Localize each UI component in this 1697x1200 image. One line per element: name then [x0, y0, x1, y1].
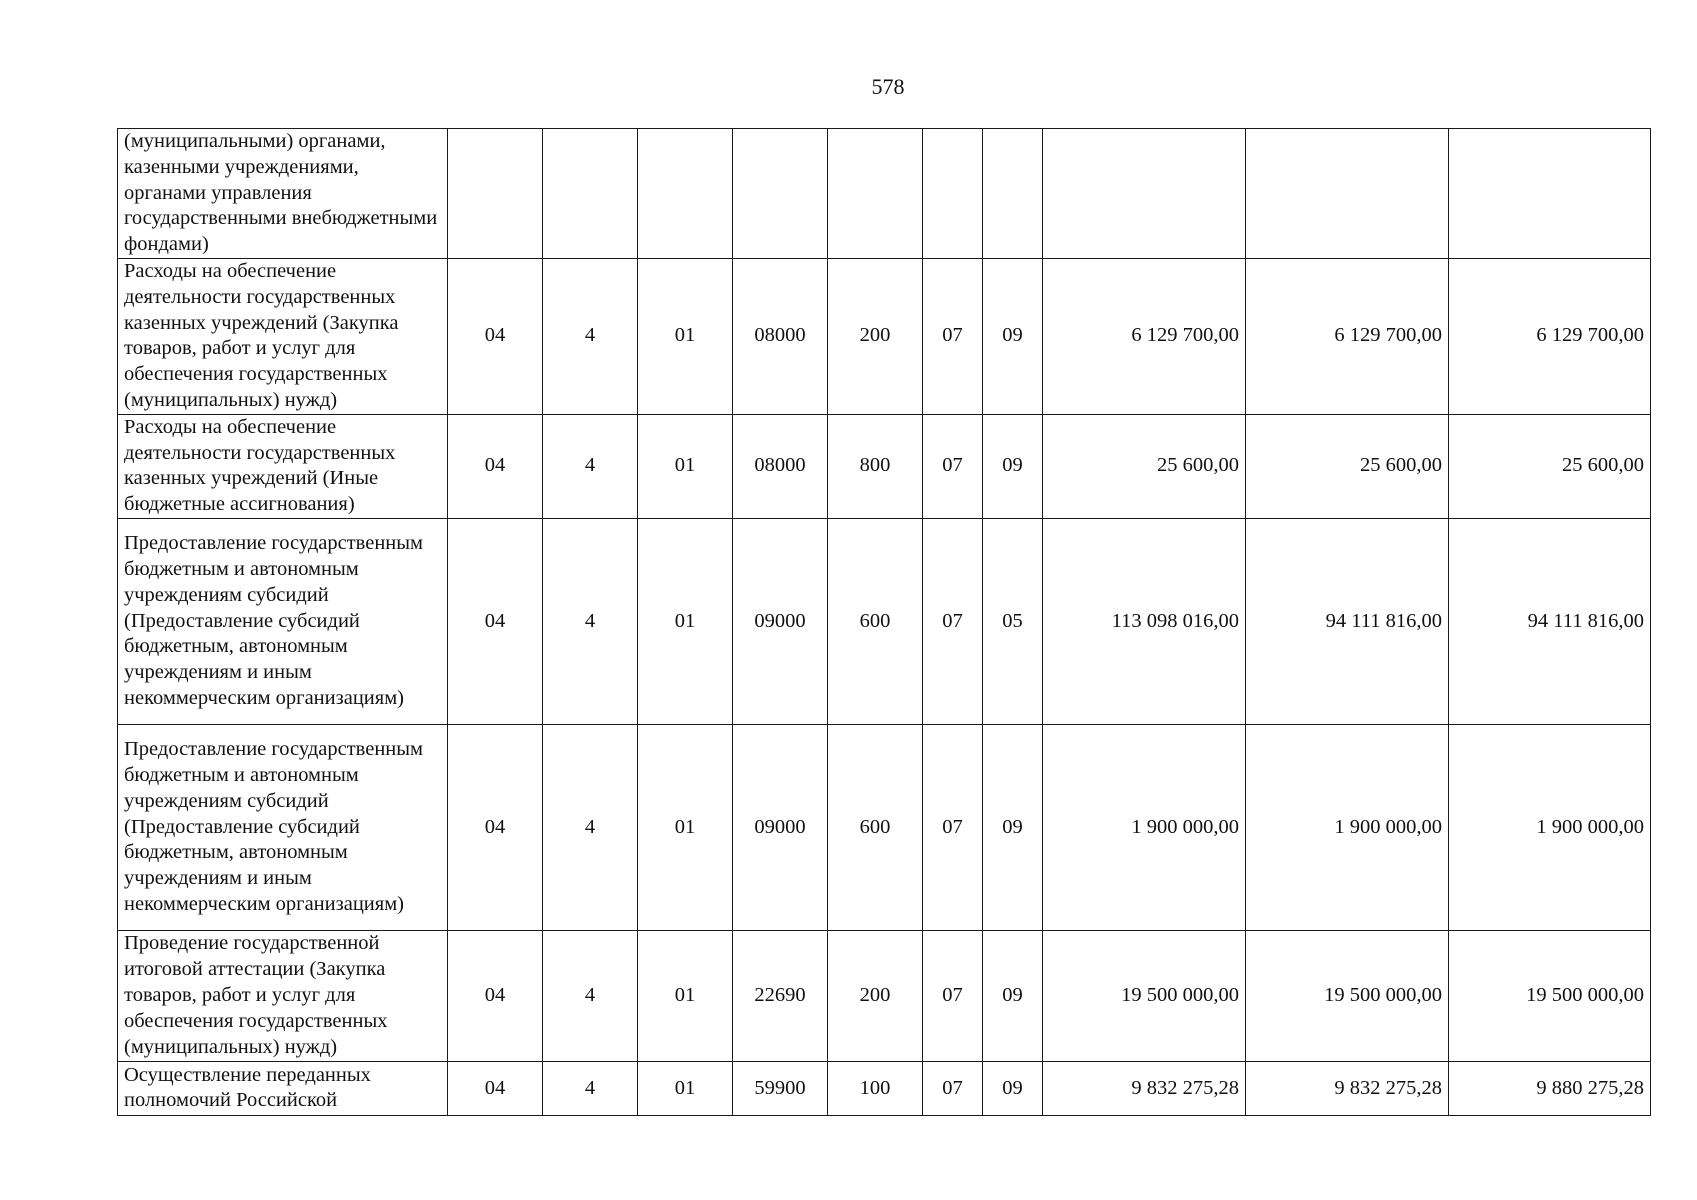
amount-cell: [1449, 129, 1651, 259]
amount-cell: 25 600,00: [1043, 414, 1246, 518]
row-description: Проведение государственной итоговой аттестации (Закупка товаров, работ и услуг для обеспечения государственных (муниципальных) нужд): [118, 930, 448, 1061]
amount-cell: 6 129 700,00: [1246, 259, 1449, 415]
amount-cell: 94 111 816,00: [1449, 518, 1651, 724]
table-row: [118, 259, 1651, 415]
code-cell: 09: [983, 724, 1043, 930]
code-cell: 200: [828, 259, 923, 415]
code-cell: 01: [638, 259, 733, 415]
table-row: [118, 1061, 1651, 1115]
code-cell: 07: [923, 259, 983, 415]
code-cell: 07: [923, 518, 983, 724]
amount-cell: 9 832 275,28: [1043, 1061, 1246, 1115]
code-cell: 09000: [733, 724, 828, 930]
code-cell: 800: [828, 414, 923, 518]
budget-table: [117, 128, 1651, 1116]
code-cell: 01: [638, 414, 733, 518]
row-description: Расходы на обеспечение деятельности государственных казенных учреждений (Закупка товаров, работ и услуг для обеспечения государственных (муниципальных) нужд): [118, 259, 448, 415]
amount-cell: 19 500 000,00: [1449, 930, 1651, 1061]
code-cell: [543, 129, 638, 259]
amount-cell: 9 880 275,28: [1449, 1061, 1651, 1115]
table-row: [118, 129, 1651, 259]
table-row: [118, 414, 1651, 518]
code-cell: 200: [828, 930, 923, 1061]
amount-cell: [1246, 129, 1449, 259]
code-cell: 07: [923, 930, 983, 1061]
code-cell: 01: [638, 1061, 733, 1115]
code-cell: 08000: [733, 259, 828, 415]
amount-cell: 1 900 000,00: [1449, 724, 1651, 930]
code-cell: 4: [543, 1061, 638, 1115]
code-cell: [733, 129, 828, 259]
code-cell: [638, 129, 733, 259]
code-cell: 09: [983, 414, 1043, 518]
amount-cell: 25 600,00: [1449, 414, 1651, 518]
amount-cell: 6 129 700,00: [1449, 259, 1651, 415]
code-cell: [983, 129, 1043, 259]
code-cell: 4: [543, 414, 638, 518]
code-cell: 4: [543, 930, 638, 1061]
code-cell: 07: [923, 1061, 983, 1115]
amount-cell: 113 098 016,00: [1043, 518, 1246, 724]
code-cell: 08000: [733, 414, 828, 518]
code-cell: 100: [828, 1061, 923, 1115]
amount-cell: 94 111 816,00: [1246, 518, 1449, 724]
code-cell: 04: [448, 518, 543, 724]
code-cell: 04: [448, 414, 543, 518]
code-cell: 59900: [733, 1061, 828, 1115]
table-row: [118, 518, 1651, 724]
table-row: [118, 724, 1651, 930]
row-description: Предоставление государственным бюджетным и автономным учреждениям субсидий (Предоставление субсидий бюджетным, автономным учреждениям и иным некоммерческим организациям): [118, 724, 448, 930]
row-description: Осуществление переданных полномочий Российской: [118, 1061, 448, 1115]
code-cell: 04: [448, 724, 543, 930]
code-cell: [448, 129, 543, 259]
code-cell: 01: [638, 518, 733, 724]
row-description: (муниципальными) органами, казенными учреждениями, органами управления государственными внебюджетными фондами): [118, 129, 448, 259]
code-cell: 22690: [733, 930, 828, 1061]
amount-cell: 1 900 000,00: [1043, 724, 1246, 930]
code-cell: 09: [983, 1061, 1043, 1115]
code-cell: 09: [983, 259, 1043, 415]
code-cell: [923, 129, 983, 259]
code-cell: 600: [828, 518, 923, 724]
code-cell: 4: [543, 259, 638, 415]
code-cell: [828, 129, 923, 259]
code-cell: 07: [923, 724, 983, 930]
amount-cell: [1043, 129, 1246, 259]
code-cell: 600: [828, 724, 923, 930]
amount-cell: 19 500 000,00: [1246, 930, 1449, 1061]
row-description: Расходы на обеспечение деятельности государственных казенных учреждений (Иные бюджетные ассигнования): [118, 414, 448, 518]
row-description: Предоставление государственным бюджетным и автономным учреждениям субсидий (Предоставление субсидий бюджетным, автономным учреждениям и иным некоммерческим организациям): [118, 518, 448, 724]
code-cell: 04: [448, 1061, 543, 1115]
code-cell: 01: [638, 930, 733, 1061]
code-cell: 04: [448, 259, 543, 415]
amount-cell: 9 832 275,28: [1246, 1061, 1449, 1115]
code-cell: 4: [543, 724, 638, 930]
code-cell: 05: [983, 518, 1043, 724]
amount-cell: 19 500 000,00: [1043, 930, 1246, 1061]
table-row: [118, 930, 1651, 1061]
code-cell: 01: [638, 724, 733, 930]
code-cell: 09: [983, 930, 1043, 1061]
code-cell: 09000: [733, 518, 828, 724]
code-cell: 07: [923, 414, 983, 518]
amount-cell: 1 900 000,00: [1246, 724, 1449, 930]
page-number: 578: [871, 74, 905, 99]
amount-cell: 25 600,00: [1246, 414, 1449, 518]
amount-cell: 6 129 700,00: [1043, 259, 1246, 415]
code-cell: 04: [448, 930, 543, 1061]
code-cell: 4: [543, 518, 638, 724]
